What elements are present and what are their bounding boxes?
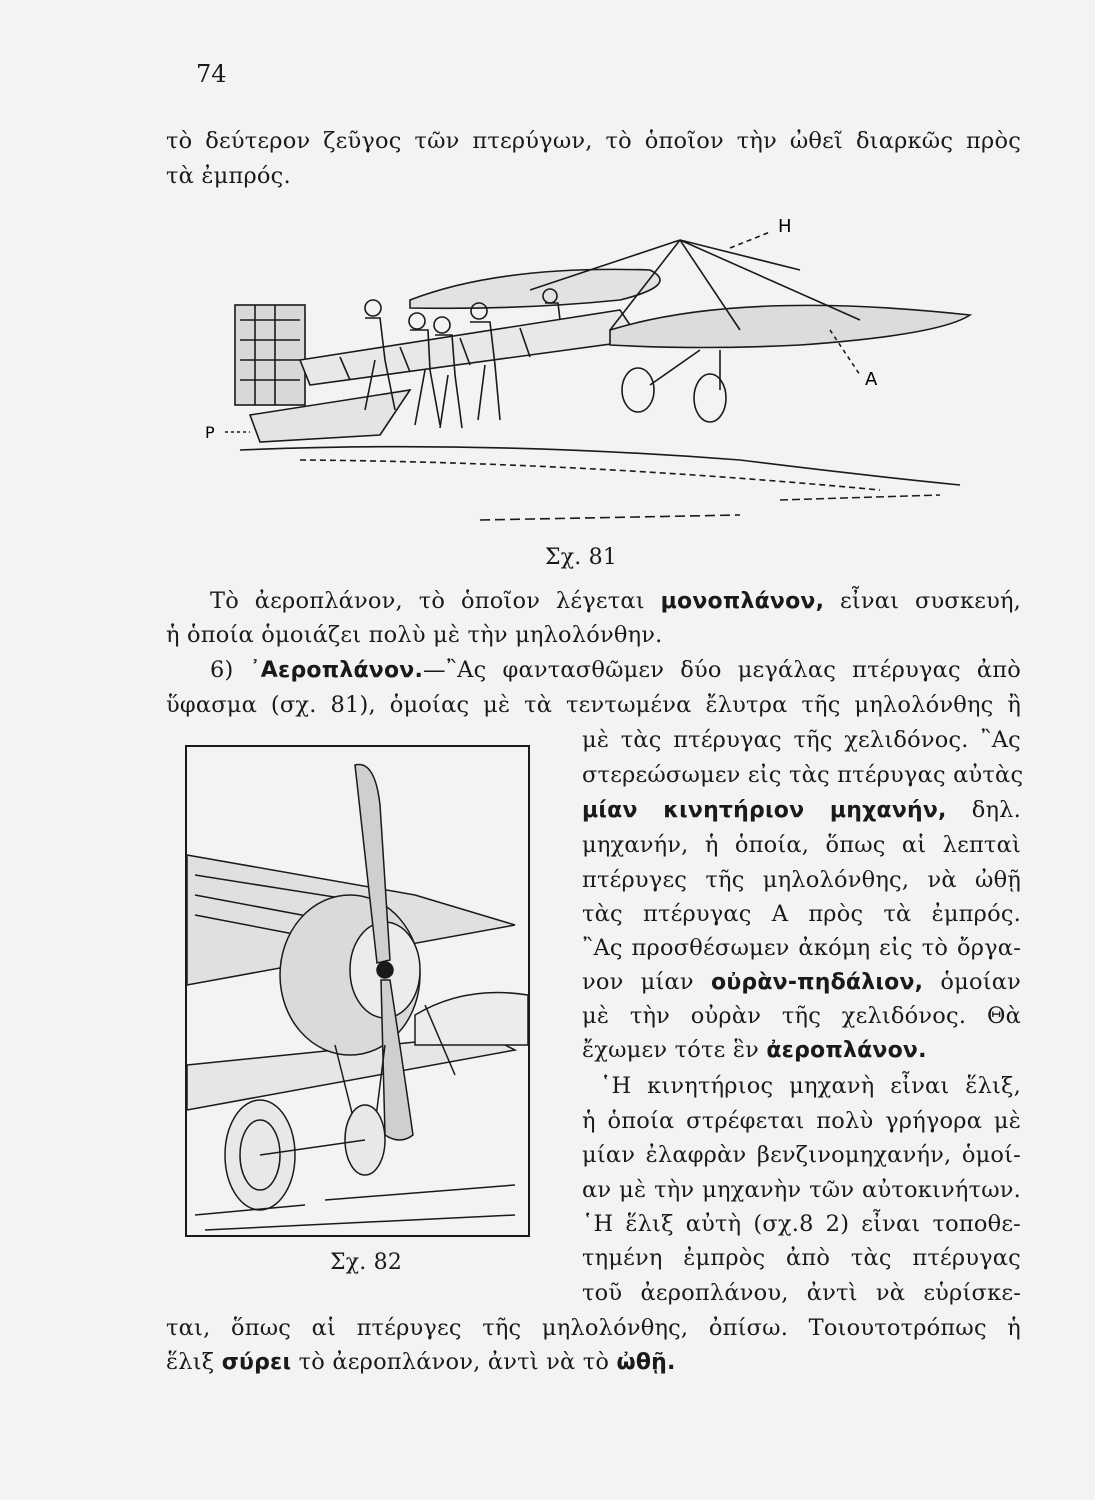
term-pulls: σύρει — [221, 1350, 292, 1375]
figure-81-label-a: Α — [865, 369, 878, 390]
section-right-7: ῍Ας προσθέσωμεν ἀκόμη εἰς τὸ ὄργα- — [582, 935, 1021, 961]
propeller-right-6: τημένη ἐμπρὸς ἀπὸ τὰς πτέρυγας — [582, 1245, 1021, 1271]
section-right-6: τὰς πτέρυγας Α πρὸς τὰ ἐμπρός. — [582, 901, 1021, 927]
propeller-right-1: ῾Η κινητήριος μηχανὴ εἶναι ἕλιξ, — [600, 1073, 1021, 1099]
figure-81-caption: Σχ. 81 — [545, 545, 618, 570]
section-right-5: πτέρυγες τῆς μηλολόνθης, νὰ ὠθῇ — [582, 867, 1021, 893]
section-heading-line: 6) ᾿Αεροπλάνον.—῍Ας φαντασθῶμεν δύο μεγάλας πτέρυγας ἀπὸ — [210, 657, 1022, 683]
monoplane-line-1: Τὸ ἀεροπλάνον, τὸ ὁποῖον λέγεται μονοπλάνον, εἶναι συσκευή, — [210, 588, 1021, 614]
term-pushes: ὠθῇ. — [616, 1350, 676, 1375]
term-engine: μίαν κινητήριον μηχανήν, — [582, 798, 947, 823]
monoplane-illustration — [180, 210, 980, 540]
section-title: ᾿Αεροπλάνον. — [249, 658, 424, 683]
propeller-right-2: ἡ ὁποία στρέφεται πολὺ γρήγορα μὲ — [582, 1108, 1021, 1134]
propeller-right-7: τοῦ ἀεροπλάνου, ἀντὶ νὰ εὑρίσκε- — [582, 1280, 1021, 1306]
figure-82-caption: Σχ. 82 — [330, 1250, 403, 1275]
figure-81-label-p: P — [205, 423, 215, 442]
propeller-full-1: ται, ὅπως αἱ πτέρυγες τῆς μηλολόνθης, ὀπίσω. Τοιουτοτρόπως ἡ — [166, 1315, 1021, 1341]
section-right-1: μὲ τὰς πτέρυγας τῆς χελιδόνος. ῍Ας — [582, 727, 1021, 753]
section-right-2: στερεώσωμεν εἰς τὰς πτέρυγας αὐτὰς — [582, 762, 1024, 788]
propeller-right-4: αν μὲ τὴν μηχανὴν τῶν αὐτοκινήτων. — [582, 1177, 1021, 1203]
term-tail-rudder: οὐρὰν-πηδάλιον, — [711, 970, 924, 995]
section-right-3: μίαν κινητήριον μηχανήν, δηλ. — [582, 797, 1021, 823]
intro-line-1: τὸ δεύτερον ζεῦγος τῶν πτερύγων, τὸ ὁποῖον τὴν ὠθεῖ διαρκῶς πρὸς — [166, 128, 1021, 154]
section-right-4: μηχανήν, ἡ ὁποία, ὅπως αἱ λεπταὶ — [582, 832, 1021, 858]
section-right-10: ἔχωμεν τότε ἓν ἀεροπλάνον. — [582, 1037, 927, 1063]
section-right-8: νον μίαν οὐρὰν-πηδάλιον, ὁμοίαν — [582, 969, 1021, 995]
section-number: 6) — [210, 657, 234, 683]
propeller-right-5: ῾Η ἕλιξ αὐτὴ (σχ.8 2) εἶναι τοποθε- — [582, 1211, 1021, 1237]
page-number: 74 — [196, 60, 227, 88]
section-right-9: μὲ τὴν οὐρὰν τῆς χελιδόνος. Θὰ — [582, 1003, 1021, 1029]
term-airplane: ἀεροπλάνον. — [766, 1038, 927, 1063]
propeller-full-2: ἕλιξ σύρει τὸ ἀεροπλάνον, ἀντὶ νὰ τὸ ὠθῇ. — [166, 1349, 676, 1375]
propeller-illustration — [185, 745, 530, 1237]
term-monoplane: μονοπλάνον, — [660, 589, 825, 614]
figure-81-label-h: Η — [778, 216, 792, 237]
intro-line-2: τὰ ἐμπρός. — [166, 163, 291, 189]
propeller-right-3: μίαν ἐλαφρὰν βενζινομηχανήν, ὁμοί- — [582, 1142, 1021, 1168]
section-line-2: ὕφασμα (σχ. 81), ὁμοίας μὲ τὰ τεντωμένα ἔλυτρα τῆς μηλολόνθης ἢ — [166, 692, 1021, 718]
monoplane-line-2: ἡ ὁποία ὁμοιάζει πολὺ μὲ τὴν μηλολόνθην. — [166, 622, 663, 648]
